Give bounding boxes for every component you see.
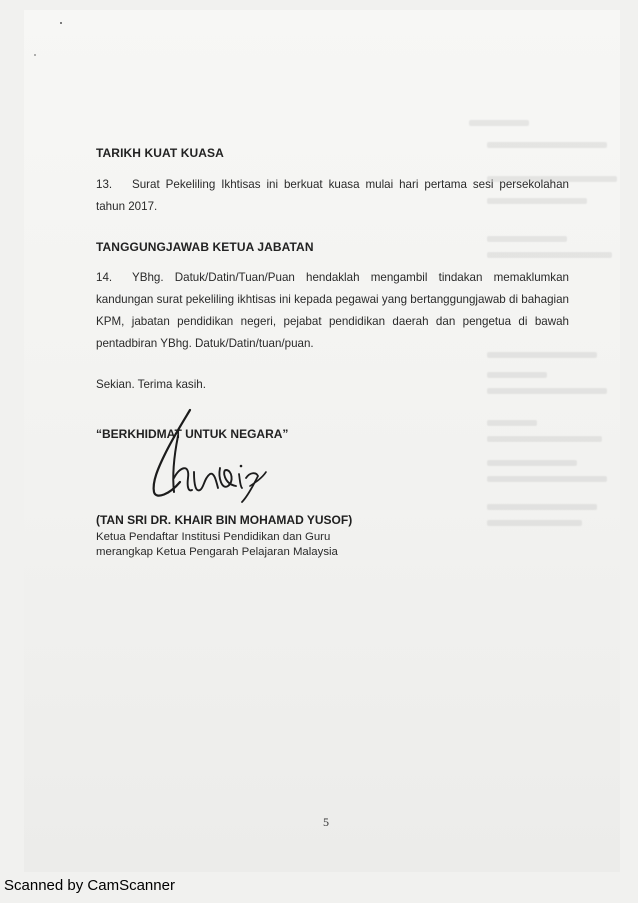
paragraph-number: 14.: [96, 271, 113, 284]
paragraph-14: [96, 267, 569, 355]
signatory-title-line-1: Ketua Pendaftar Institusi Pendidikan dan Guru: [96, 531, 331, 543]
paragraph-text: YBhg. Datuk/Datin/Tuan/Puan hendaklah mengambil tindakan memaklumkan kandungan surat pekeliling ikhtisas ini kepada pegawai yang bertanggungjawab di bahagian KPM, jabatan pendidikan negeri, pejabat pendidikan daerah dan pengetua di bawah pentadbiran YBhg. Datuk/Datin/tuan/puan.: [96, 271, 569, 350]
handwritten-signature: [144, 408, 269, 503]
closing-line: Sekian. Terima kasih.: [96, 378, 206, 391]
paragraph-13: [96, 174, 569, 218]
heading-head-of-department-responsibility: TANGGUNGJAWAB KETUA JABATAN: [96, 240, 314, 254]
paragraph-text: Surat Pekeliling Ikhtisas ini berkuat kuasa mulai hari pertama sesi persekolahan tahun 2017.: [96, 178, 569, 213]
motto: “BERKHIDMAT UNTUK NEGARA”: [96, 427, 289, 441]
page-number: 5: [323, 815, 329, 829]
heading-effective-date: TARIKH KUAT KUASA: [96, 146, 224, 160]
scan-speck: [34, 54, 36, 56]
paper-sheet: [24, 10, 620, 872]
paragraph-number: 13.: [96, 178, 113, 191]
scanner-watermark-text: Scanned by CamScanner: [4, 877, 175, 894]
signatory-title-line-2: merangkap Ketua Pengarah Pelajaran Malaysia: [96, 546, 338, 558]
signatory-name: (TAN SRI DR. KHAIR BIN MOHAMAD YUSOF): [96, 513, 353, 527]
scan-speck: [60, 22, 62, 24]
